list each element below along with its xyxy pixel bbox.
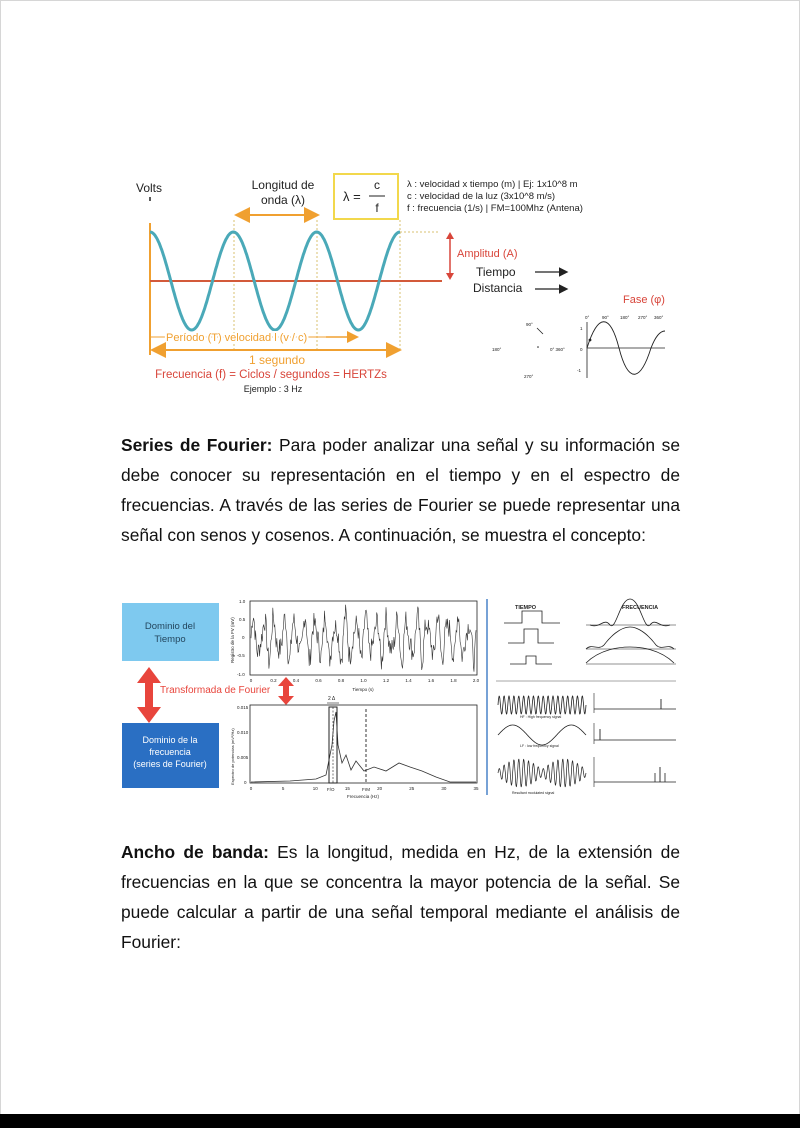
time-plot [230, 599, 480, 692]
formula-c: c [374, 178, 380, 192]
transform-arrow-right [278, 677, 294, 705]
tf-pairs [496, 599, 676, 795]
pulse-wide [504, 611, 560, 623]
hf-caption: HF : High frequency signal [520, 715, 562, 719]
phase-figure [492, 315, 665, 379]
time-domain-box [122, 603, 219, 661]
time-x-tick-2: 0.4 [292, 678, 300, 683]
wave-guides [234, 220, 440, 350]
spectrum-x-label: Frecuencia (Hz) [346, 794, 380, 799]
frecuencia-heading: FRECUENCIA [622, 605, 659, 611]
formula-lambda: λ = [343, 189, 361, 204]
circle-angle-0-360: 0° 360° [550, 347, 565, 352]
time-x-tick-7: 1.4 [405, 678, 412, 683]
freq-domain-label-2: frecuencia [149, 747, 191, 757]
time-y-tick-m1: -1.0 [237, 672, 245, 677]
circle-angle-270: 270° [524, 374, 534, 379]
time-x-tick-10: 2.0 [472, 678, 480, 683]
transform-arrow-left [137, 667, 161, 723]
spectrum-y-tick-0005: 0.005 [237, 755, 249, 760]
phase-angle-360: 360° [654, 315, 664, 320]
spectrum-x-tick-0: 0 [249, 786, 253, 791]
spectrum-annot-f0: F/O [327, 787, 335, 792]
spectrum-annot-delta: 2 Δ [328, 696, 336, 702]
lf-caption: LF : low frequency signal [520, 744, 559, 748]
one-second-label: 1 segundo [248, 353, 306, 367]
bandwidth-paragraph [121, 837, 680, 957]
frequency-label: Frecuencia (f) = Ciclos / segundos = HERTZs [155, 369, 387, 381]
time-x-tick-6: 1.2 [382, 678, 390, 683]
spectrum-curve [251, 712, 476, 782]
phase-angle-270: 270° [638, 315, 648, 320]
time-domain-label-2: Tiempo [154, 634, 186, 645]
spectrum-x-tick-1: 5 [281, 786, 285, 791]
spectrum-x-tick-2: 10 [312, 786, 318, 791]
time-x-tick-0: 0 [249, 678, 253, 683]
spectrum-y-tick-0015: 0.015 [237, 705, 249, 710]
circle-angle-180: 180° [492, 347, 502, 352]
period-label: Período (T) velocidad l (v / c) [166, 332, 308, 344]
am-signal [498, 759, 586, 787]
phase-axis-minus1: -1 [577, 368, 582, 373]
time-x-tick-1: 0.2 [270, 678, 277, 683]
spectrum-x-tick-7: 35 [473, 786, 479, 791]
spectrum-x-tick-3: 15 [344, 786, 350, 791]
time-x-tick-4: 0.8 [337, 678, 345, 683]
spectrum-x-tick-5: 25 [409, 786, 415, 791]
fourier-series-title: Series de Fourier: [121, 435, 273, 455]
spectrum-annot-fm: FrM [362, 787, 370, 792]
time-x-tick-5: 1.0 [360, 678, 367, 683]
phase-angle-0: 0° [585, 315, 590, 320]
spectrum-x-tick-4: 20 [377, 786, 383, 791]
phase-axis-0: 0 [580, 347, 583, 352]
wave-diagram [120, 165, 680, 405]
amplitude-arrow-head-bottom [446, 273, 454, 280]
amplitude-label: Amplitud (A) [457, 248, 518, 260]
spectrum-plot [230, 696, 479, 799]
time-y-label: Registro de la FV (mV) [230, 617, 235, 663]
am-caption: Resultant modulated signal [512, 791, 555, 795]
amplitude-arrow-head-top [446, 232, 454, 239]
time-y-tick-0: 0 [242, 635, 245, 640]
hf-signal [498, 696, 586, 714]
spectrum-plot-frame [250, 705, 477, 783]
example-label: Ejemplo : 3 Hz [243, 384, 303, 394]
fourier-series-paragraph [121, 430, 680, 550]
distance-label: Distancia [473, 281, 523, 295]
phase-axis-1: 1 [580, 326, 583, 331]
fourier-figure [120, 595, 680, 800]
phase-radius [537, 328, 543, 334]
fourier-series-body: Para poder analizar una señal y su información se debe conocer su representación en el tiempo y en el espectro de frecuencias. A través de las series de Fourier se puede representar una señal con senos y cosenos. A continuación, se muestra el concepto: [121, 435, 680, 545]
time-x-tick-3: 0.6 [315, 678, 322, 683]
time-y-tick-m05: -0.5 [237, 653, 245, 658]
time-signal [251, 605, 476, 672]
pulse-medium [508, 629, 554, 643]
pulse-narrow [510, 656, 552, 664]
time-label: Tiempo [476, 265, 516, 279]
phase-label: Fase (φ) [623, 294, 665, 306]
spectrum-y-tick-0: 0 [244, 780, 247, 785]
time-x-tick-8: 1.6 [427, 678, 435, 683]
lf-signal [498, 725, 586, 745]
def-f: f : frecuencia (1/s) | FM=100Mhz (Antena) [407, 203, 583, 214]
formula-f: f [375, 201, 379, 215]
time-x-tick-9: 1.8 [450, 678, 457, 683]
freq-domain-label-1: Dominio de la [142, 735, 198, 745]
bandwidth-title: Ancho de banda: [121, 842, 269, 862]
phase-angle-180: 180° [620, 315, 630, 320]
transform-label: Transformada de Fourier [160, 685, 271, 696]
spectrum-y-label: Espectro de potencias (mV²/Hz) [230, 728, 235, 785]
spectrum-y-tick-0010: 0.010 [237, 730, 249, 735]
phase-point [589, 339, 592, 342]
wavelength-label-2: onda (λ) [260, 193, 306, 207]
circle-angle-90: 90° [526, 322, 533, 327]
volts-label: Volts [136, 181, 163, 195]
sinc-narrow [590, 599, 670, 626]
sinc-medium [586, 627, 674, 649]
phase-angle-90: 90° [602, 315, 609, 320]
freq-domain-label-3: (series de Fourier) [133, 759, 207, 769]
time-x-label: Tiempo (s) [352, 687, 374, 692]
def-c: c : velocidad de la luz (3x10^8 m/s) [407, 191, 556, 202]
wavelength-label-1: Longitud de [251, 178, 315, 192]
spectrum-x-tick-6: 30 [441, 786, 447, 791]
time-y-tick-05: 0.5 [239, 617, 246, 622]
bottom-bar [0, 1114, 800, 1128]
sinc-wide [586, 647, 674, 663]
phase-center [537, 346, 539, 348]
bandwidth-body: Es la longitud, medida en Hz, de la extensión de frecuencias en la que se concentra la mayor potencia de la señal. Se puede calcular a partir de una señal temporal mediante el análisis de Fourier: [121, 842, 680, 952]
time-domain-label-1: Dominio del [144, 621, 196, 632]
def-lambda: λ : velocidad x tiempo (m) | Ej: 1x10^8 m [407, 179, 578, 190]
tiempo-heading: TIEMPO [515, 605, 537, 611]
time-y-tick-1: 1.0 [239, 599, 246, 604]
